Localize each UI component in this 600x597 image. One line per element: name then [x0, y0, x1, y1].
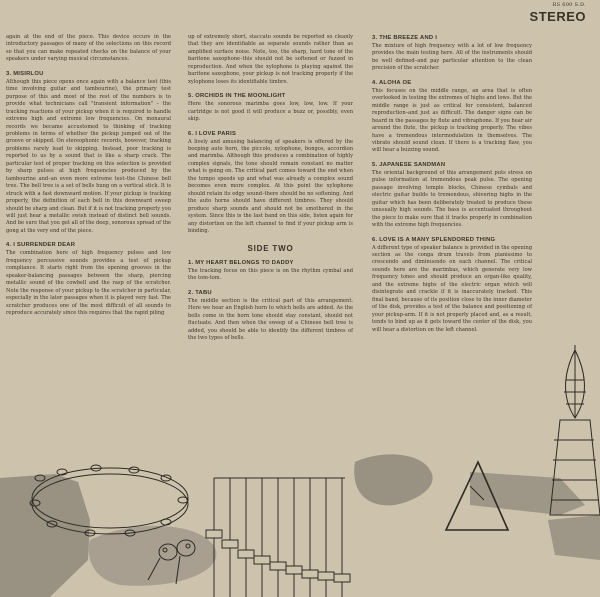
track-heading: 3. THE BREEZE AND I — [372, 35, 438, 41]
track-heading: 4. ALOHA OE — [372, 79, 412, 86]
paragraph: A lively and amusing balancing of speakers is offered by the beeping auto horn, the piccolo, xylophone, bongos, accordion and marimba. Although this produces a combination of highly complex signals, the tone should remain constant no matter what is going on. The critical part comes toward the end when the tempo speeds up and what was already a complex sound becomes even more complex. At this point the xylophone should retain its edgy sound–there should be no softening. And the auto horns should have different timbres. They should produce sharp sounds and should not be smothered in the system. Since this is the last band on this side, listen again for any distortion on the left channel to find if your pickup arm is binding. — [188, 138, 353, 234]
track-heading: 4. I SURRENDER DEAR — [6, 242, 76, 249]
paragraph: Although this piece opens once again with a balance test (this time involving guitar and tambourine), the primary test purpose of this and most of the rest of the numbers is to provide what technicians call "transient information" – the tracking reactions of your pickup when it is required to handle extreme high and extreme low frequencies. On monaural records we became accustomed to thinking of tracking problems in terms of whether the pickup jumped out of the groove or skipped. On stereophonic records, however, tracking problems rarely lead to skipping. Instead, poor tracking is reported to us by a sound that is like a sharp crack. The particular test of proper tracking on this selection is provided by sharp pulses at high frequencies produced by the tambourine and–an even more extreme test–the Chinese bell tree. The bell tree is a set of bells hung on a vertical stick. It is struck with a fast downward motion. If your pickup is tracking properly, the definition of each bell in this downward sweep should be sharp and clean. But if it is not tracking properly you will just hear a metallic swish instead of distinct bell sounds. And be sure that you get all of the deep, sonorous spread of the gong at the very end of the piece. — [6, 78, 171, 234]
maracas-drawing-icon — [148, 540, 195, 584]
paragraph: up of extremely short, staccato sounds be reported so cleanly that they are identifiable as separate sounds rather than as amplified surface noise. Note, too, the sharp, hard tone of the baritone saxophone–this should not be softened or fuzzed in reproduction. And when the xylophone is playing against the baritone saxophone, your pickup is not tracking properly if the xylophone loses its identifiable timbre. — [188, 34, 353, 85]
stereo-label: STEREO — [529, 9, 586, 24]
paragraph: A different type of speaker balance is provided in the opening section as the conga drum travels from pianissimo to crescendo and diminuendo on each channel. The critical sounds here are the marimbas, which generate very low frequency tones and should produce an organ-like quality, and the extreme highs of the electric organ which will disintegrate and crackle if it is inaccurately tracked. This final band, because of its position close to the inner diameter of the disk, provides a test of the balance and positioning of your pickup-arm. If it is not properly placed and, as a result, tends to bind up as it gets toward the center of the disk, you will hear a distortion on the left channel. — [372, 244, 532, 333]
liner-notes-column-1 — [6, 34, 171, 317]
track-heading: 6. LOVE IS A MANY SPLENDORED THING — [372, 236, 496, 243]
bell-tree-drawing-icon — [206, 478, 350, 597]
track-heading: 5. ORCHIDS IN THE MOONLIGHT — [188, 93, 286, 100]
track-heading: 5. JAPANESE SANDMAN — [372, 161, 446, 168]
track-heading: 3. MISIRLOU — [6, 70, 44, 77]
paragraph: This focuses on the middle range, an area that is often overlooked in testing the extremes of highs and lows. But the middle range is just as critical for consistent, balanced reproduction–and just as difficult. The danger signs can be heard in the passages by flute and vibraphone. If you hear air around the flute, the pickup is tracking properly. The vibes have a tremendous intermodulation in themselves. The vibrato should sound clean. If there is a tracking flaw, you will hear a buzzing sound. — [372, 87, 532, 154]
paragraph: The combination here of high frequency pulses and low frequency percussive sounds provides a test of pickup compliance. It starts right from the opening grooves in the speaker-balancing passages between the sharp, piercing metallic sound of the cowbell and the rasp of the scratcher. Note the response of your pickup to the scratcher in particular, especially in the later passages when it is played very fast. The scratcher produces one of the most difficult of all sounds to reproduce accurately since this requires that the rapid piling — [6, 250, 171, 316]
liner-notes-column-2 — [188, 34, 353, 343]
shadow-shapes — [0, 454, 600, 597]
side-title: SIDE TWO — [247, 244, 294, 254]
track-heading: 1. MY HEART BELONGS TO DADDY — [188, 259, 294, 266]
track-heading: 6. I LOVE PARIS — [188, 130, 237, 137]
track-heading: 2. TABU — [188, 289, 212, 296]
paragraph: The tracking focus on this piece is on the rhythm cymbal and the tom-tom. — [188, 267, 353, 282]
paragraph: The middle section is the critical part of this arrangement. Here we hear an English horn to which bells are added. As the bells come in the horn tone should stay constant, should not fluctuate. And then when the sweep of a Chinese bell tree is added, you should be able to identify the different timbres of the two types of bells. — [188, 297, 353, 342]
tambourine-drawing-icon — [30, 465, 188, 536]
paragraph: Here the sonorous marimba goes low, low, low. If your cartridge is not good it will produce a buzz or, possibly, even skip. — [188, 101, 353, 123]
paragraph: The mixture of high frequency with a lot of low frequency provides the main testing here. All of the instruments should be well defined–and pay particular attention to the clean precision of the scratcher. — [372, 43, 532, 72]
triangle-drawing-icon — [446, 462, 508, 530]
liner-notes-column-3 — [372, 34, 532, 334]
paragraph: again at the end of the piece. This device occurs in the introductory passages of many of the selections on this record so that you can make repeated checks on the balance of your speakers under varying musical circumstances. — [6, 34, 171, 63]
xylophone-drawing-icon — [550, 345, 600, 515]
catalog-number: RS 600 S.D. — [552, 2, 586, 8]
paragraph: The oriental background of this arrangement puts stress on pulse information at tremendous peak pulse. The opening passage involving temple blocks, Chinese cymbals and electric guitar builds to tremendous, shivering highs in the guitar which has been deliberately treated to produce these unusually high sounds. The bass is accentuated throughout the piece to make sure that it tracks properly in combination with the extreme high frequencies. — [372, 169, 532, 229]
